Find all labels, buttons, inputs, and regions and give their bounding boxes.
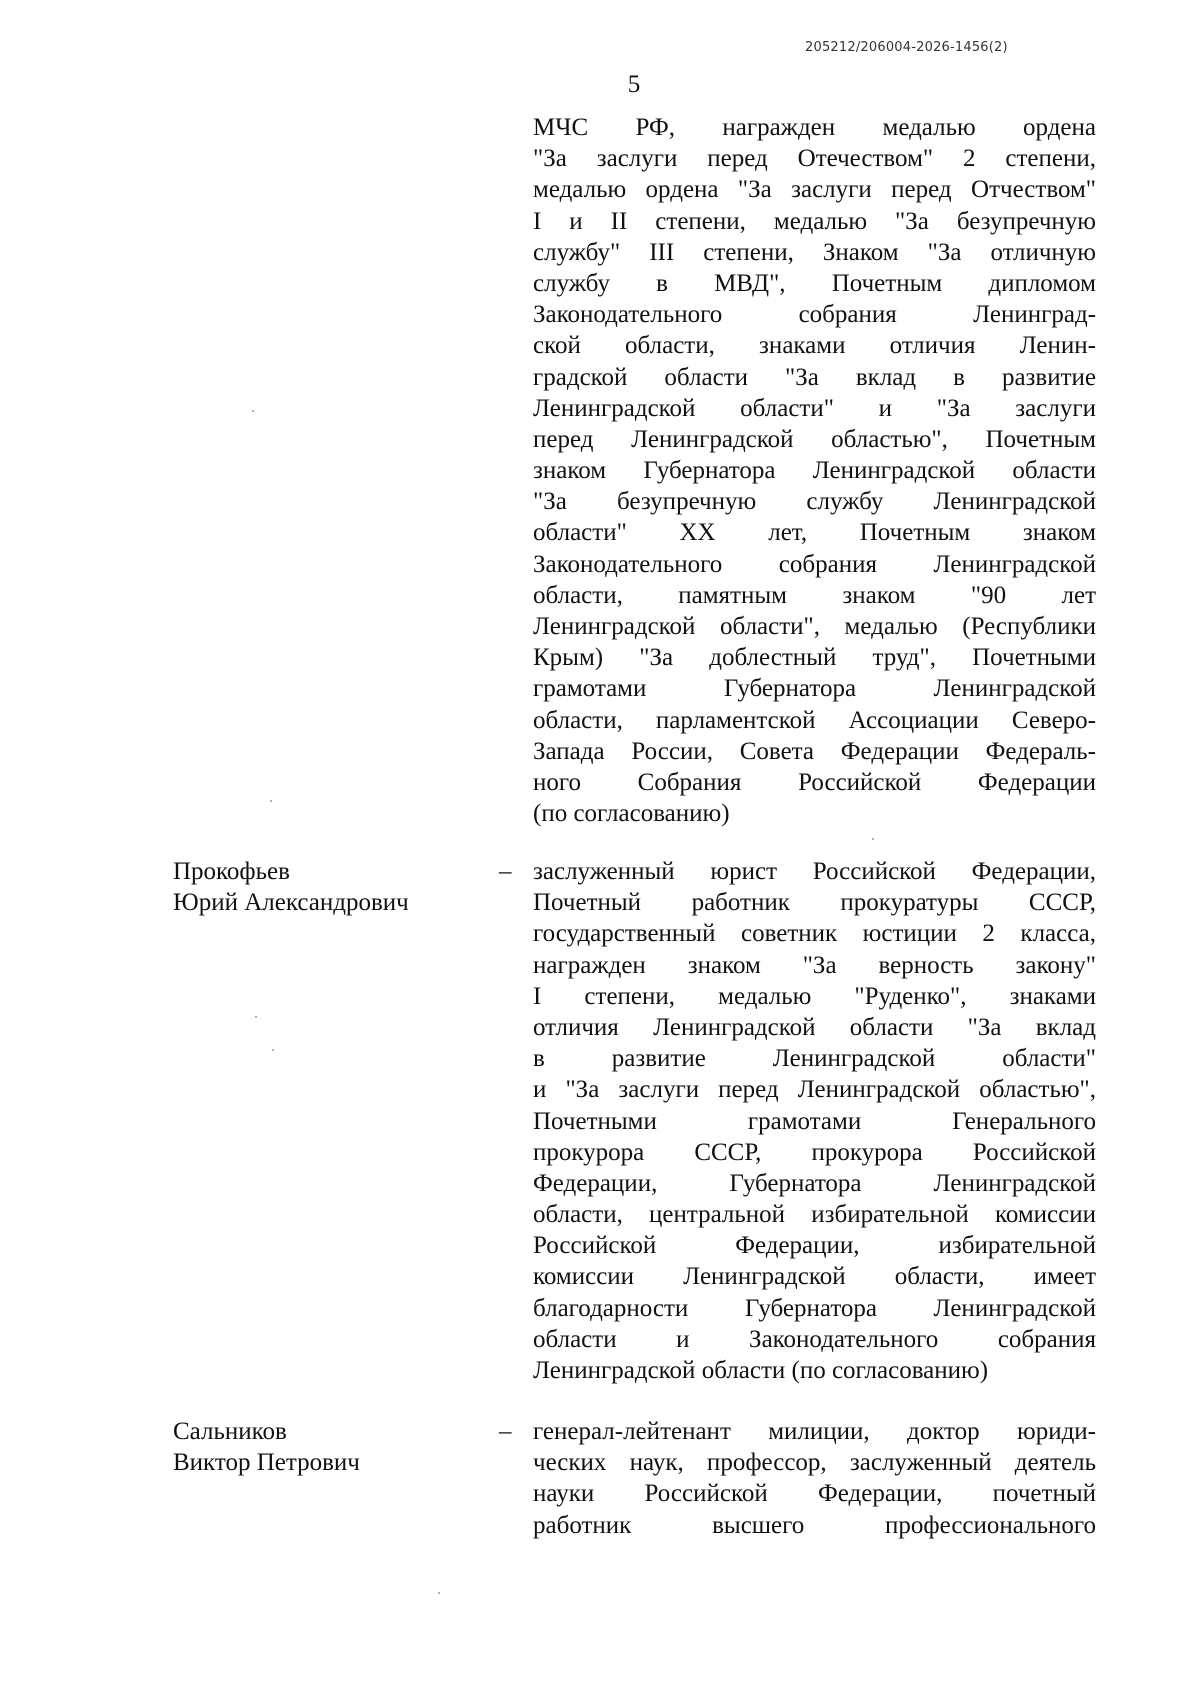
page-number: 5 bbox=[627, 71, 641, 98]
text-line: ческих наук, профессор, заслуженный деятель bbox=[533, 1449, 1096, 1477]
text-line: МЧС РФ, награжден медалью ордена bbox=[533, 114, 1096, 141]
entry-description bbox=[533, 112, 1096, 829]
text-line: заслуженный юрист Российской Федерации, bbox=[533, 858, 1096, 885]
scan-speck bbox=[252, 410, 254, 412]
scan-speck bbox=[270, 800, 272, 802]
dash-separator: – bbox=[499, 858, 512, 885]
text-line: Почетными грамотами Генерального bbox=[533, 1107, 1096, 1135]
text-line: области, центральной избирательной комиссии bbox=[533, 1201, 1096, 1229]
text-line: области, памятным знаком "90 лет bbox=[533, 581, 1096, 609]
text-line: и "За заслуги перед Ленинградской областью", bbox=[533, 1076, 1096, 1104]
text-line: науки Российской Федерации, почетный bbox=[533, 1480, 1096, 1508]
entry-description bbox=[533, 1416, 1096, 1541]
text-line: Ленинградской области" и "За заслуги bbox=[533, 394, 1096, 422]
text-line: службу в МВД", Почетным дипломом bbox=[533, 269, 1096, 297]
text-line: комиссии Ленинградской области, имеет bbox=[533, 1263, 1096, 1291]
text-line: знаком Губернатора Ленинградской области bbox=[533, 457, 1096, 485]
text-line: работник высшего профессионального bbox=[533, 1511, 1096, 1539]
text-line: медалью ордена "За заслуги перед Отчеством" bbox=[533, 176, 1096, 204]
text-line: Законодательного собрания Ленинград- bbox=[533, 301, 1096, 329]
text-line: награжден знаком "За верность закону" bbox=[533, 951, 1096, 979]
text-line: перед Ленинградской областью", Почетным bbox=[533, 425, 1096, 453]
text-line: "За безупречную службу Ленинградской bbox=[533, 488, 1096, 516]
text-line: ного Собрания Российской Федерации bbox=[533, 768, 1096, 796]
text-line: Запада России, Совета Федерации Федераль- bbox=[533, 737, 1096, 765]
text-line: I и II степени, медалью "За безупречную bbox=[533, 207, 1096, 235]
text-line: службу" III степени, Знаком "За отличную bbox=[533, 238, 1096, 266]
dash-separator: – bbox=[499, 1418, 512, 1445]
text-line: Крым) "За доблестный труд", Почетными bbox=[533, 644, 1096, 672]
text-line: "За заслуги перед Отечеством" 2 степени, bbox=[533, 145, 1096, 173]
text-line: градской области "За вклад в развитие bbox=[533, 363, 1096, 391]
text-line: генерал-лейтенант милиции, доктор юриди- bbox=[533, 1418, 1096, 1445]
document-id: 205212/206004-2026-1456(2) bbox=[805, 40, 1008, 55]
person-name bbox=[173, 1416, 360, 1478]
text-line: Федерации, Губернатора Ленинградской bbox=[533, 1169, 1096, 1197]
text-line: (по согласованию) bbox=[533, 800, 730, 828]
text-line: грамотами Губернатора Ленинградской bbox=[533, 675, 1096, 703]
scan-speck bbox=[438, 1592, 440, 1594]
text-line: Законодательного собрания Ленинградской bbox=[533, 550, 1096, 578]
text-line: благодарности Губернатора Ленинградской bbox=[533, 1294, 1096, 1322]
scan-speck bbox=[272, 1049, 274, 1051]
scan-speck bbox=[255, 1016, 257, 1018]
text-line: Ленинградской области (по согласованию) bbox=[533, 1357, 989, 1384]
scan-speck bbox=[872, 838, 874, 840]
given-names: Виктор Петрович bbox=[173, 1449, 360, 1476]
text-line: ской области, знаками отличия Ленин- bbox=[533, 332, 1096, 360]
text-line: отличия Ленинградской области "За вклад bbox=[533, 1013, 1096, 1041]
text-line: прокурора СССР, прокурора Российской bbox=[533, 1138, 1096, 1166]
text-line: государственный советник юстиции 2 класса, bbox=[533, 920, 1096, 948]
text-line: Ленинградской области", медалью (Республики bbox=[533, 613, 1096, 640]
text-line: Российской Федерации, избирательной bbox=[533, 1232, 1096, 1260]
text-line: I степени, медалью "Руденко", знаками bbox=[533, 982, 1096, 1010]
given-names: Юрий Александрович bbox=[173, 889, 409, 916]
person-name bbox=[173, 856, 409, 918]
text-line: области, парламентской Ассоциации Северо- bbox=[533, 706, 1096, 734]
surname: Прокофьев bbox=[173, 858, 290, 885]
text-line: области" XX лет, Почетным знаком bbox=[533, 519, 1096, 547]
text-line: области и Законодательного собрания bbox=[533, 1325, 1096, 1353]
text-line: Почетный работник прокуратуры СССР, bbox=[533, 889, 1096, 917]
entry-description bbox=[533, 856, 1096, 1386]
surname: Сальников bbox=[173, 1418, 287, 1445]
text-line: в развитие Ленинградской области" bbox=[533, 1045, 1096, 1073]
